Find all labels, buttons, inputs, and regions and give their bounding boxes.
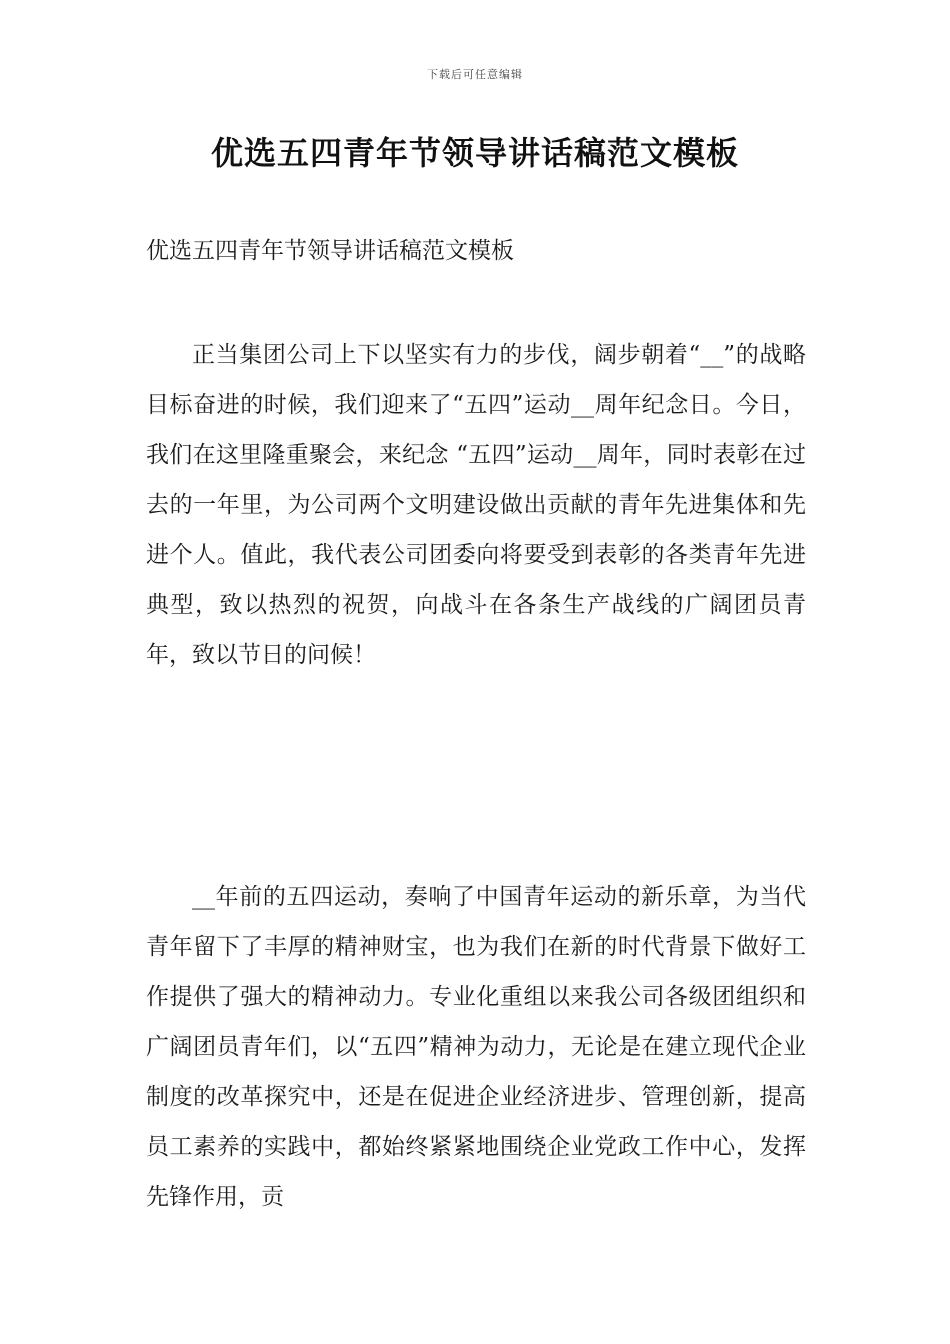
- header-note: 下载后可任意编辑: [427, 68, 523, 81]
- paragraph: __年前的五四运动，奏响了中国青年运动的新乐章，为当代青年留下了丰厚的精神财宝，也为我们在新的时代背景下做好工作提供了强大的精神动力。专业化重组以来我公司各级团组织和广阔团员青年们，以“五四”精神为动力，无论是在建立现代企业制度的改革探究中，还是在促进企业经济进步、管理创新，提高员工素养的实践中，都始终紧紧地围绕企业党政工作中心，发挥先锋作用，贡: [146, 884, 806, 1210]
- paragraph: 正当集团公司上下以坚实有力的步伐，阔步朝着“__”的战略目标奋进的时候，我们迎来了“五四”运动__周年纪念日。今日，我们在这里隆重聚会，来纪念 “五四”运动__周年，同时表彰在过去的一年里，为公司两个文明建设做出贡献的青年先进集体和先进个人。值此，我代表公司团委向将要受到表彰的各类青年先进典型，致以热烈的祝贺，向战斗在各条生产战线的广阔团员青年，致以节日的问候！: [146, 342, 806, 668]
- document-title: 优选五四青年节领导讲话稿范文模板: [210, 134, 739, 172]
- document-subtitle: 优选五四青年节领导讲话稿范文模板: [146, 238, 514, 264]
